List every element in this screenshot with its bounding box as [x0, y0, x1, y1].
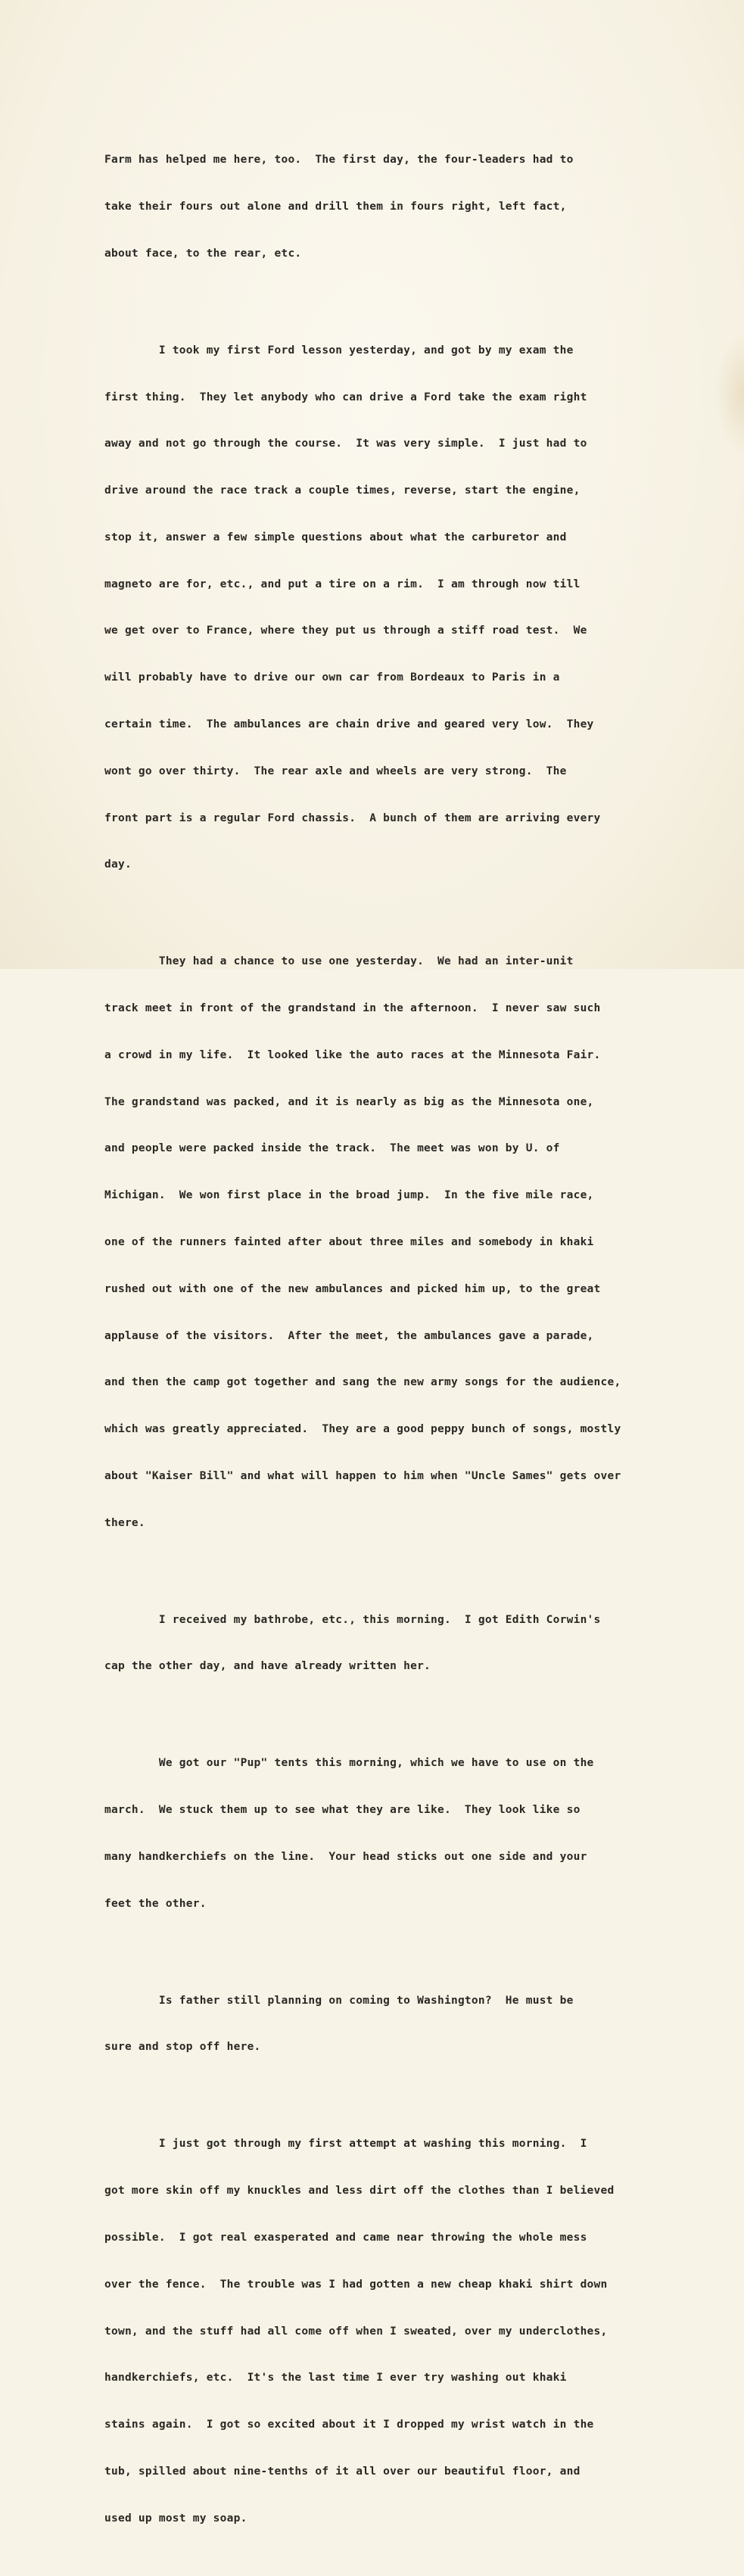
letter-body [104, 121, 680, 2576]
text-line: which was greatly appreciated. They are a good peppy bunch of songs, mostly [104, 1423, 621, 1436]
text-line: applause of the visitors. After the meet, the ambulances gave a parade, [104, 1329, 594, 1342]
text-line: stop it, answer a few simple questions about what the carburetor and [104, 531, 567, 544]
text-line: possible. I got real exasperated and came near throwing the whole mess [104, 2232, 587, 2244]
text-line: The grandstand was packed, and it is nearly as big as the Minnesota one, [104, 1095, 594, 1108]
text-line: certain time. The ambulances are chain drive and geared very low. They [104, 718, 594, 730]
text-line: used up most my soap. [104, 2512, 247, 2525]
text-line: I took my first Ford lesson yesterday, and got by my exam the [104, 344, 574, 357]
text-line: I received my bathrobe, etc., this morning. I got Edith Corwin's [104, 1613, 601, 1626]
text-line: They had a chance to use one yesterday. We had an inter-unit [104, 955, 574, 968]
text-line: front part is a regular Ford chassis. A bunch of them are arriving every [104, 811, 601, 824]
text-line: feet the other. [104, 1897, 207, 1910]
text-line: magneto are for, etc., and put a tire on a rim. I am through now till [104, 578, 581, 590]
text-line: cap the other day, and have already written her. [104, 1660, 431, 1673]
text-line: first thing. They let anybody who can drive a Ford take the exam right [104, 391, 587, 403]
paragraph-1 [104, 121, 680, 293]
text-line: Michigan. We won first place in the broad jump. In the five mile race, [104, 1189, 594, 1202]
paragraph-3 [104, 923, 680, 1562]
text-line: drive around the race track a couple times, reverse, start the engine, [104, 484, 581, 497]
text-line: got more skin off my knuckles and less dirt off the clothes than I believed [104, 2185, 615, 2198]
text-line: sure and stop off here. [104, 2041, 261, 2054]
text-line: Farm has helped me here, too. The first day, the four-leaders had to [104, 154, 574, 167]
paragraph-6 [104, 1962, 680, 2087]
text-line: about face, to the rear, etc. [104, 247, 302, 260]
text-line: a crowd in my life. It looked like the auto races at the Minnesota Fair. [104, 1048, 601, 1061]
text-line: and then the camp got together and sang the new army songs for the audience, [104, 1376, 621, 1389]
text-line: will probably have to drive our own car from Bordeaux to Paris in a [104, 671, 560, 684]
text-line: handkerchiefs, etc. It's the last time I ever try washing out khaki [104, 2372, 567, 2384]
text-line: over the fence. The trouble was I had gotten a new cheap khaki shirt down [104, 2278, 608, 2291]
text-line: day. [104, 858, 132, 871]
text-line: track meet in front of the grandstand in the afternoon. I never saw such [104, 1002, 601, 1015]
text-line: march. We stuck them up to see what they are like. They look like so [104, 1804, 581, 1817]
paragraph-7 [104, 2105, 680, 2557]
text-line: wont go over thirty. The rear axle and wheels are very strong. The [104, 765, 567, 777]
text-line: rushed out with one of the new ambulances and picked him up, to the great [104, 1282, 601, 1295]
text-line: town, and the stuff had all come off when I sweated, over my underclothes, [104, 2325, 608, 2338]
paragraph-2 [104, 312, 680, 905]
text-line: we get over to France, where they put us through a stiff road test. We [104, 625, 587, 637]
text-line: many handkerchiefs on the line. Your head sticks out one side and your [104, 1850, 587, 1863]
text-line: away and not go through the course. It was very simple. I just had to [104, 438, 587, 450]
text-line: tub, spilled about nine-tenths of it all over our beautiful floor, and [104, 2465, 581, 2478]
text-line: take their fours out alone and drill them in fours right, left fact, [104, 200, 567, 213]
text-line: one of the runners fainted after about three miles and somebody in khaki [104, 1235, 594, 1248]
text-line: Is father still planning on coming to Washington? He must be [104, 1994, 574, 2007]
paragraph-4 [104, 1581, 680, 1705]
paragraph-5 [104, 1724, 680, 1942]
text-line: about "Kaiser Bill" and what will happen to him when "Uncle Sames" gets over [104, 1469, 621, 1482]
text-line: and people were packed inside the track. The meet was won by U. of [104, 1142, 560, 1155]
text-line: We got our "Pup" tents this morning, which we have to use on the [104, 1757, 594, 1770]
paper-stain [714, 333, 744, 454]
text-line: there. [104, 1516, 145, 1529]
text-line: I just got through my first attempt at washing this morning. I [104, 2138, 587, 2151]
text-line: stains again. I got so excited about it I dropped my wrist watch in the [104, 2419, 594, 2431]
